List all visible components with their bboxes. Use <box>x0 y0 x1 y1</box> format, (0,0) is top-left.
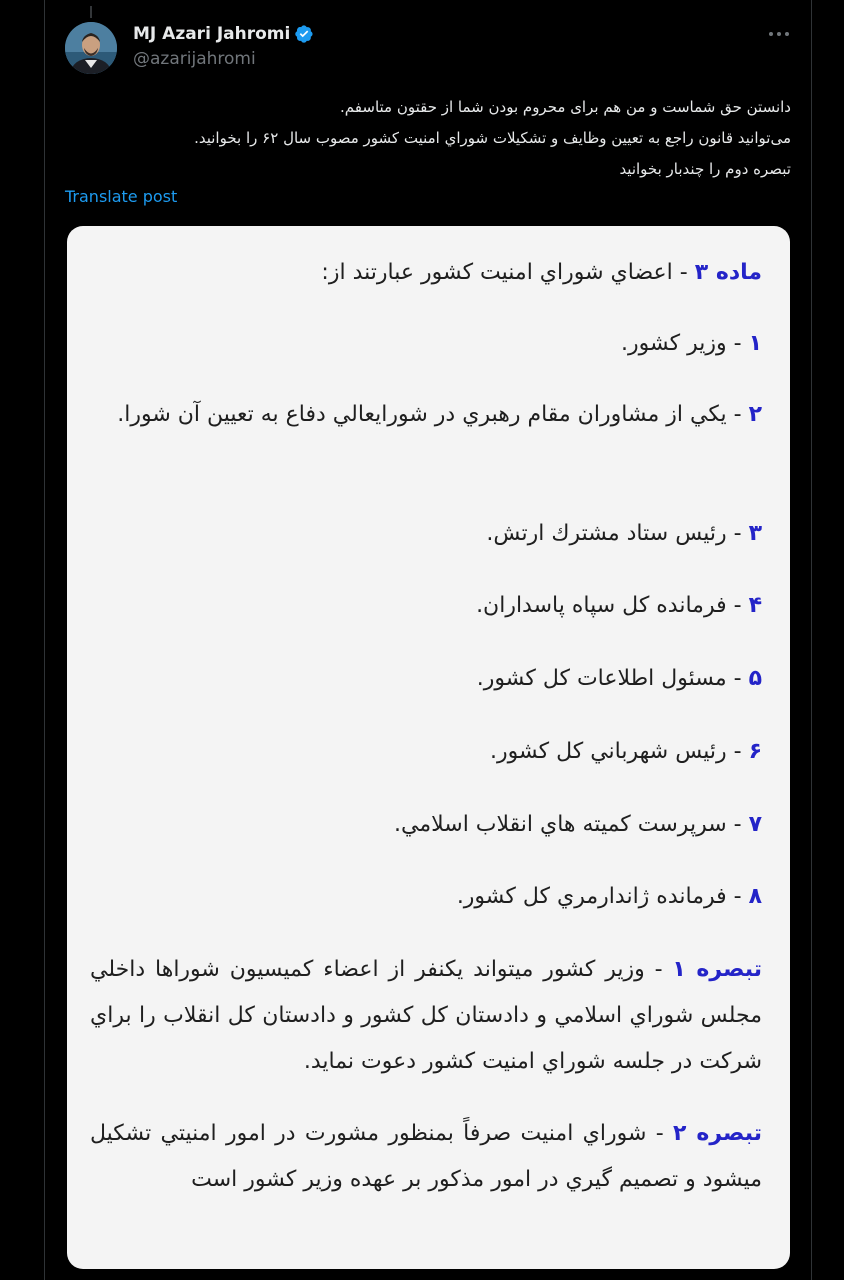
list-item <box>90 583 762 629</box>
list-item <box>90 321 762 367</box>
item-number: ۱ <box>748 331 762 356</box>
item-number: ۵ <box>748 666 762 691</box>
author-handle[interactable]: @azarijahromi <box>133 49 256 69</box>
post-line: دانستن حق شماست و من هم برای محروم بودن شما از حقتون متاسفم. <box>340 98 791 116</box>
post-text <box>71 92 791 185</box>
list-item <box>90 511 762 557</box>
item-number: ۳ <box>748 521 762 546</box>
note-text: - وزیر کشور میتواند یکنفر از اعضاء کمیسیون شوراها داخلي مجلس شوراي اسلامي و دادستان کل کشور و دادستان کل انقلاب را براي شرکت در جلسه شوراي امنیت کشور دعوت نماید. <box>90 957 762 1074</box>
note-label: تبصره ۱ <box>672 957 762 982</box>
list-item <box>90 874 762 920</box>
item-number: ۴ <box>748 593 762 618</box>
item-text: - رئیس شهرباني کل کشور. <box>490 739 749 764</box>
attached-image[interactable] <box>67 226 790 1269</box>
item-number: ۸ <box>748 884 762 909</box>
item-text: - سرپرست کمیته هاي انقلاب اسلامي. <box>394 812 749 837</box>
note-paragraph <box>90 1111 762 1203</box>
item-number: ۶ <box>748 739 762 764</box>
article-label: ماده ۳ <box>694 260 762 285</box>
verified-badge-icon <box>294 24 314 44</box>
thread-connector <box>90 6 92 18</box>
list-item <box>90 729 762 775</box>
item-text: - یکي از مشاوران مقام رهبري در شورایعالي دفاع به تعیین آن شورا. <box>117 402 749 427</box>
item-text: - وزیر کشور. <box>621 331 749 356</box>
note-paragraph <box>90 947 762 1085</box>
item-text: - مسئول اطلاعات کل کشور. <box>476 666 749 691</box>
list-item <box>90 802 762 848</box>
post-line: می‌توانید قانون راجع به تعیین وظایف و تشکیلات شوراي امنیت کشور مصوب سال ۶۲ را بخوانید. <box>194 129 791 147</box>
list-item <box>90 656 762 702</box>
note-label: تبصره ۲ <box>672 1121 762 1146</box>
avatar[interactable] <box>65 22 117 74</box>
translate-post-link[interactable]: Translate post <box>65 187 178 206</box>
author-block <box>133 22 314 69</box>
list-item <box>90 392 762 438</box>
item-number: ۲ <box>748 402 762 427</box>
item-text: - فرمانده کل سپاه پاسداران. <box>476 593 749 618</box>
item-number: ۷ <box>748 812 762 837</box>
item-text: - فرمانده ژاندارمري کل کشور. <box>456 884 749 909</box>
article-heading <box>90 250 762 296</box>
item-text: - رئیس ستاد مشترك ارتش. <box>486 521 749 546</box>
post-container <box>44 0 812 1280</box>
article-heading-text: - اعضاي شوراي امنیت کشور عبارتند از: <box>321 260 695 285</box>
note-text: - شوراي امنیت صرفاً بمنظور مشورت در امور امنیتي تشکیل میشود و تصمیم گیري در امور مذکور بر عهده وزیر کشور است <box>90 1121 762 1192</box>
author-name[interactable]: MJ Azari Jahromi <box>133 24 291 44</box>
more-options-icon[interactable] <box>767 24 791 44</box>
post-line: تبصره دوم را چندبار بخوانید <box>619 160 791 178</box>
